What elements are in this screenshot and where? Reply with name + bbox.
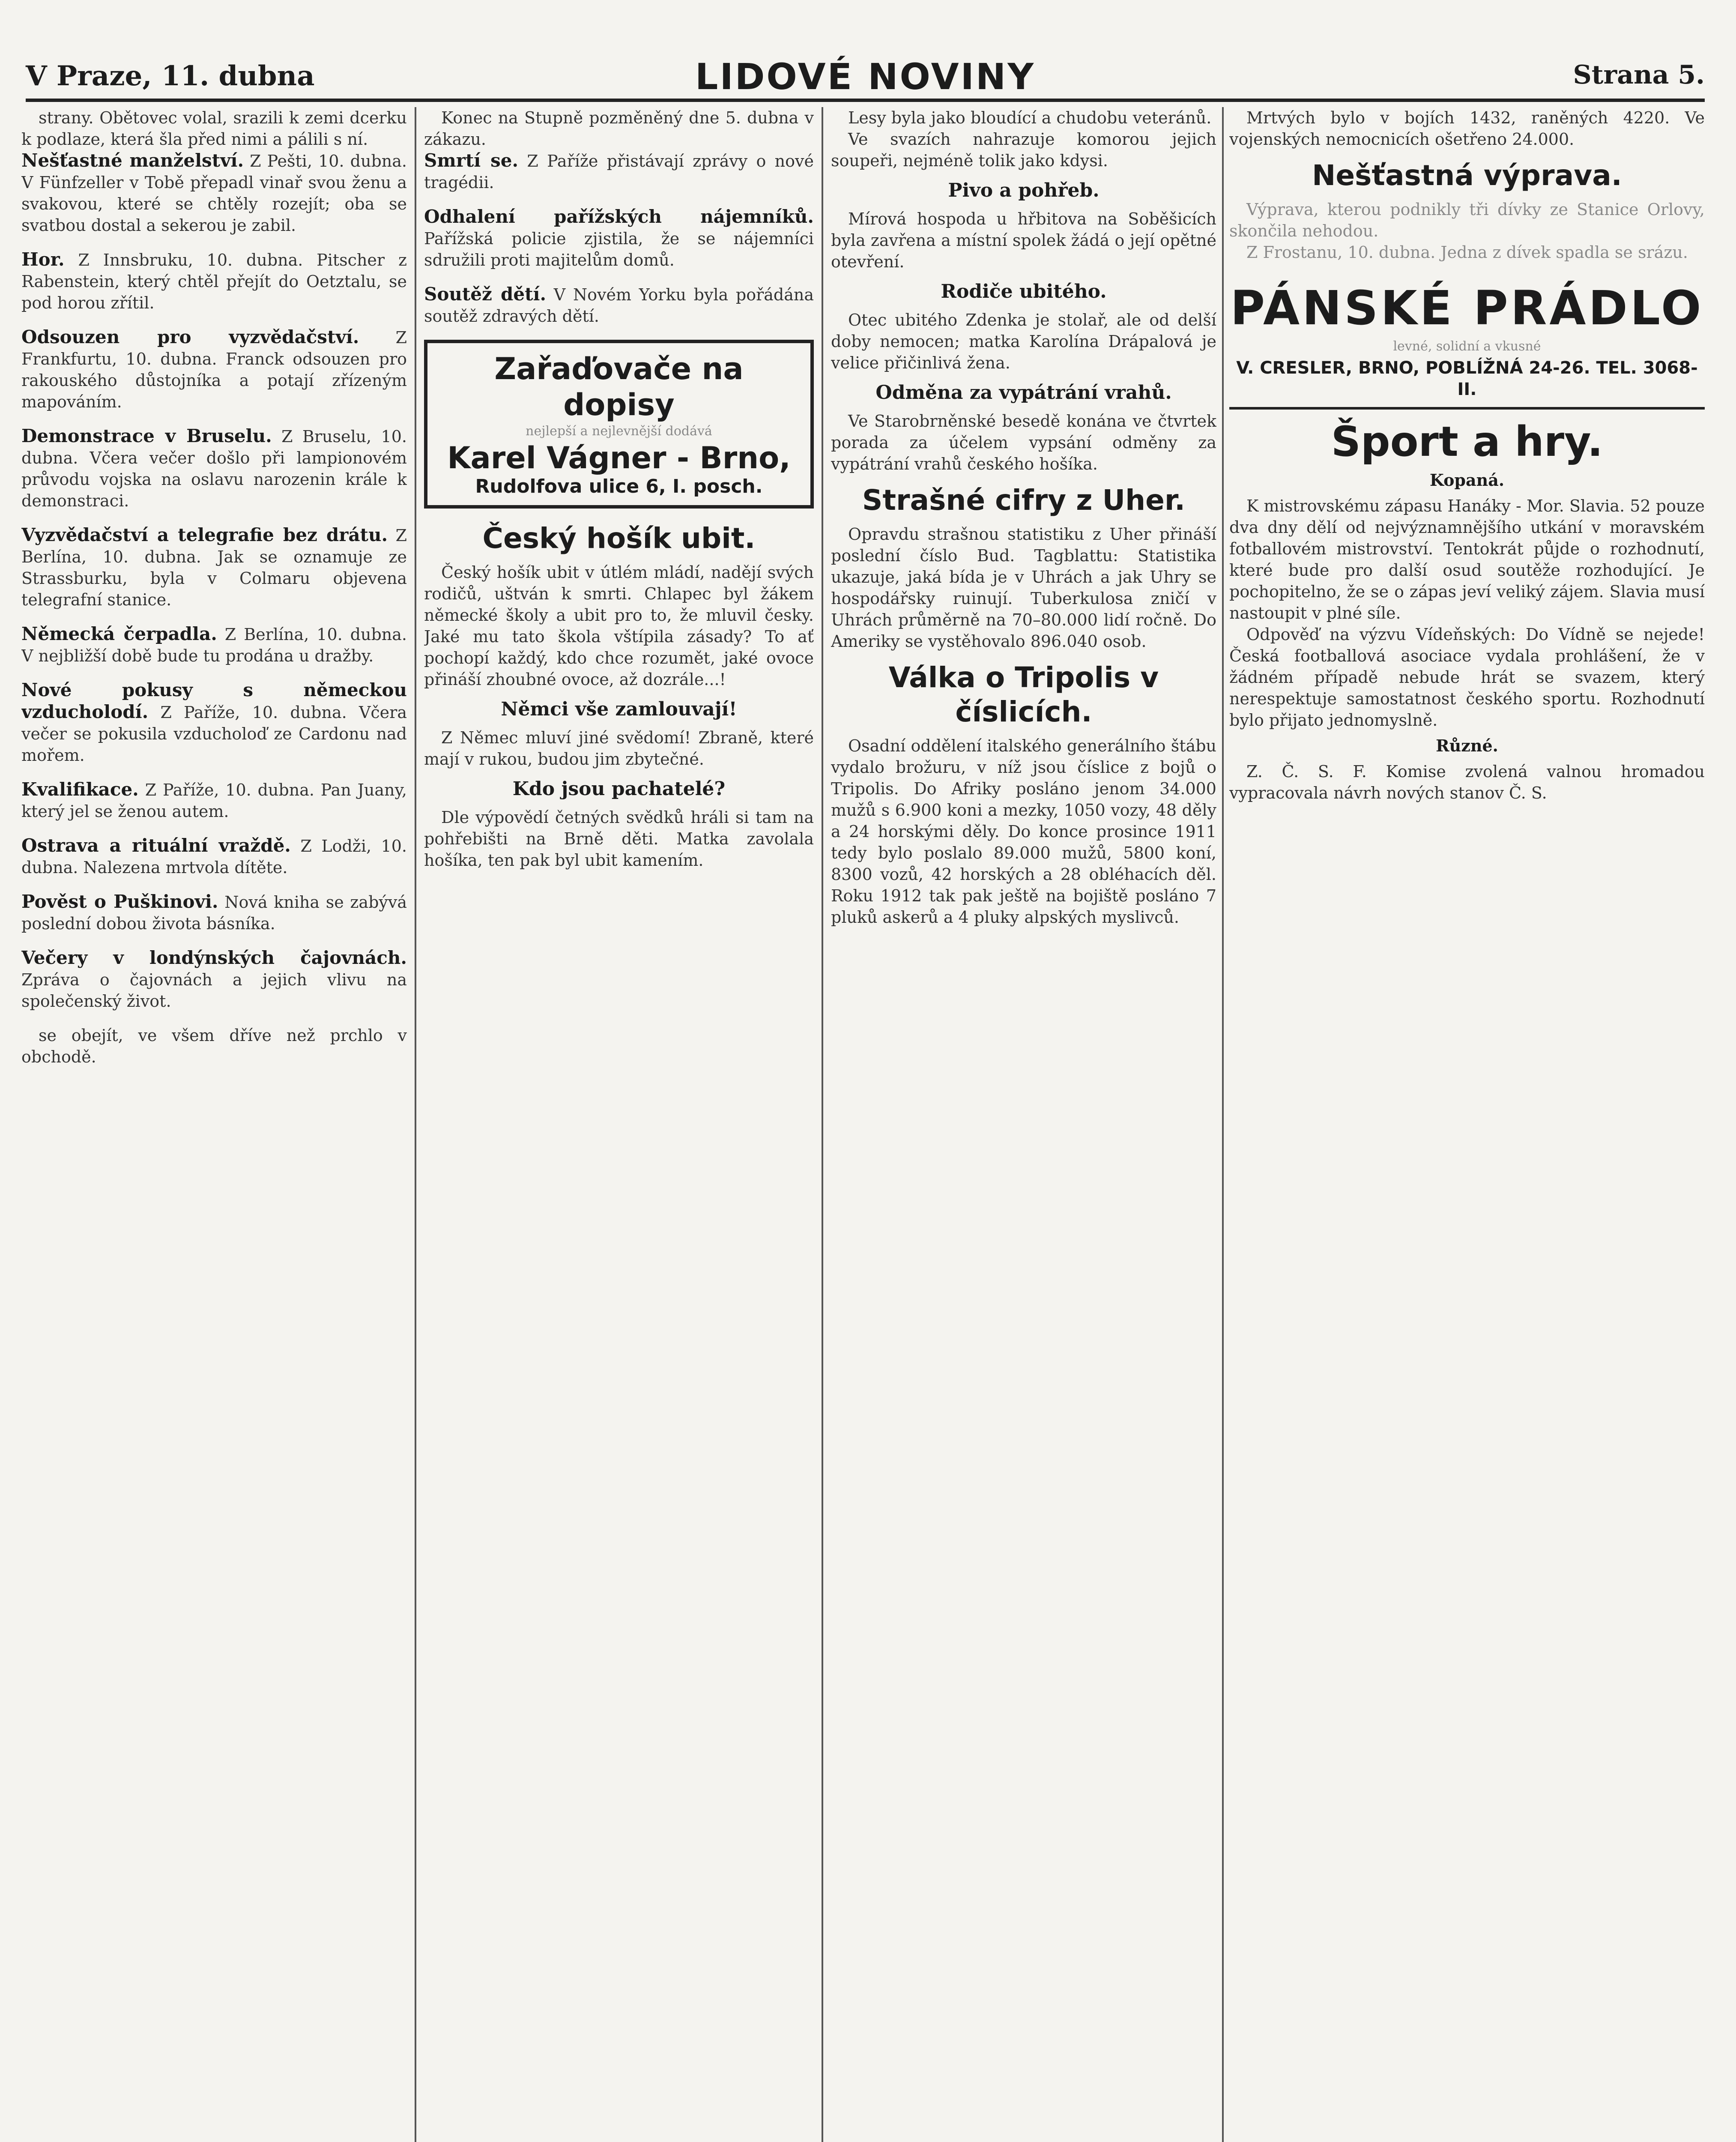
article <box>21 779 407 822</box>
page-number: Strana 5. <box>1573 60 1705 90</box>
article-body: Z Paříže přistávají zprávy o nové tragédii. <box>424 152 814 192</box>
article-text: Mírová hospoda u hřbitova na Soběšicích byla zavřena a místní spolek žádá o její opětné otevření. <box>831 209 1216 271</box>
article-body: Z Frankfurtu, 10. dubna. Franck odsouzen pro rakouského důstojníka a potají zřízeným mapováním. <box>21 328 407 411</box>
article-title: Nové pokusy s německou vzducholodí. <box>21 679 407 722</box>
column-1 <box>21 107 407 2142</box>
article <box>21 249 407 314</box>
ad-subtitle: levné, solidní a vkusné <box>1393 339 1541 354</box>
article-body: Z Paříže, 10. dubna. Včera večer se pokusila vzducholoď ze Cardonu nad mořem. <box>21 703 407 765</box>
ad-headline: PÁNSKÉ PRÁDLO <box>1230 281 1704 335</box>
column-rule <box>415 107 416 2142</box>
article-title: Německá čerpadla. <box>21 623 217 644</box>
article-text: Z Němec mluví jiné svědomí! Zbraně, které mají v rukou, budou jim zbytečné. <box>424 728 814 769</box>
article-title: Kvalifikace. <box>21 779 139 800</box>
ad-company: Karel Vágner - Brno, <box>447 440 791 476</box>
masthead <box>26 47 1705 102</box>
article-title: Odhalení pařížských nájemníků. <box>424 206 814 227</box>
ad-title: Zařaďovače na dopisy <box>494 351 744 422</box>
article-text: strany. Obětovec volal, srazili k zemi dcerku k podlaze, která šla před nimi a pálili s ní. <box>21 108 407 149</box>
article-body: Z Lodži, 10. dubna. Nalezena mrtvola dítěte. <box>21 837 407 877</box>
newspaper-name: LIDOVÉ NOVINY <box>695 56 1036 98</box>
article-text: Ve svazích nahrazuje komorou jejich soupeři, nejméně tolik jako kdysi. <box>831 130 1216 170</box>
column-3 <box>831 107 1216 2142</box>
article-body: Z Paříže, 10. dubna. Pan Juany, který jel se ženou autem. <box>21 781 407 821</box>
article-list <box>21 150 407 1012</box>
article-text: Výprava, kterou podnikly tři dívky ze Stanice Orlovy, skončila nehodou. <box>1229 200 1705 240</box>
article <box>21 679 407 766</box>
article-body: Zpráva o čajovnách a jejich vlivu na společenský život. <box>21 970 407 1011</box>
article-body: Z Berlína, 10. dubna. Jak se oznamuje ze Strassburku, byla v Colmaru objevena telegrafní stanice. <box>21 526 407 609</box>
article-text: Z Frostanu, 10. dubna. Jedna z dívek spadla se srázu. <box>1246 243 1688 262</box>
article-subheadline: Rodiče ubitého. <box>941 281 1107 302</box>
article-title: Pověst o Puškinovi. <box>21 891 218 912</box>
article-headline: Válka o Tripolis v číslicích. <box>888 661 1159 728</box>
article-title: Ostrava a rituální vraždě. <box>21 835 291 856</box>
column-rule <box>1222 107 1224 2142</box>
article-text: Odpověď na výzvu Vídeňských: Do Vídně se nejede! Česká footballová asociace vydala prohlášení, že v žádném případě nebude hrát se svazem, který nerespektuje samostatnost českého sportu. Rozhodnutí bylo přijato jednomyslně. <box>1229 625 1705 730</box>
article-title: Vyzvědačství a telegrafie bez drátu. <box>21 524 388 545</box>
article-headline: Český hošík ubit. <box>482 522 756 555</box>
section-subtitle: Různé. <box>1436 736 1498 755</box>
article <box>21 524 407 610</box>
article-title: Hor. <box>21 249 65 270</box>
article-body: Pařížská policie zjistila, že se nájemníci sdružili proti majitelům domů. <box>424 229 814 269</box>
article-headline: Strašné cifry z Uher. <box>862 484 1186 517</box>
article-text: Opravdu strašnou statistiku z Uher přináší poslední číslo Bud. Tagblattu: Statistika ukazuje, jaká bída je v Uhrách a jak Uhry se hospodářsky ruinují. Tuberkulosa zničí v Uhrách průměrně na 70–80.000 lidí ročně. Do Ameriky se vystěhovalo 896.040 osob. <box>831 525 1216 651</box>
article-title: Večery v londýnských čajovnách. <box>21 947 407 968</box>
article-text: Český hošík ubit v útlém mládí, nadějí svých rodičů, uštván k smrti. Chlapec byl žákem německé školy a ubit pro to, že mluvil česky. Jaké mu tato škola vštípila zásady? To ať pochopí každý, kdo chce rozumět, jaké ovoce přináší zhoubné ovoce, až dozrále...! <box>424 563 814 689</box>
article-text: K mistrovskému zápasu Hanáky - Mor. Slavia. 52 pouze dva dny dělí od nejvýznamnějšího utkání v moravském fotballovém mistrovství. Tentokrát půjde o rozhodnutí, které bude pro další osud soutěže rozhodující. Je pochopitelno, že se o zápas jeví veliký zájem. Slavia musí nastoupit v plné síle. <box>1229 497 1705 622</box>
article-body: V Novém Yorku byla pořádána soutěž zdravých dětí. <box>424 285 814 326</box>
article-text: Z. Č. S. F. Komise zvolená valnou hromadou vypracovala návrh nových stanov Č. S. <box>1229 762 1705 802</box>
ad-subtitle: nejlepší a nejlevnější dodává <box>526 424 712 439</box>
column-4 <box>1229 107 1705 2142</box>
article-body: Z Bruselu, 10. dubna. Včera večer došlo při lampionovém průvodu vojska na oslavu narozenin krále k demonstraci. <box>21 427 407 510</box>
article-text: Mrtvých bylo v bojích 1432, raněných 4220. Ve vojenských nemocnicích ošetřeno 24.000. <box>1229 108 1705 149</box>
article-title: Soutěž dětí. <box>424 284 547 305</box>
article <box>21 623 407 667</box>
article <box>424 150 814 193</box>
article-text: Otec ubitého Zdenka je stolař, ale od delší doby nemocen; matka Karolína Drápalová je velice přičinlivá žena. <box>831 311 1216 372</box>
article-headline: Nešťastná výprava. <box>1312 159 1622 192</box>
article <box>21 891 407 934</box>
article-text: Osadní oddělení italského generálního štábu vydalo brožuru, v níž jsou číslice z bojů o Tripolis. Do Afriky posláno jenom 34.000 mužů s 6.900 koni a mezky, 1050 vozy, 48 děly a 24 horskými děly. Do konce prosince 1911 tedy bylo poslalo 89.000 mužů, 5800 koní, 8300 vozů, 42 horských a 28 obléhacích děl. Roku 1912 tak pak ještě na bojiště posláno 7 pluků askerů a 4 pluky alpských myslivců. <box>831 736 1216 927</box>
article-text: se obejít, ve všem dříve než prchlo v obchodě. <box>21 1026 407 1066</box>
article-body: Z Innsbruku, 10. dubna. Pitscher z Rabenstein, který chtěl přejít do Oetztalu, se pod horou zřítil. <box>21 251 407 312</box>
article-text: Ve Starobrněnské besedě konána ve čtvrtek porada za účelem vypsání odměny za vypátrání vrahů českého hošíka. <box>831 412 1216 473</box>
article <box>21 947 407 1012</box>
article-subheadline: Kdo jsou pachatelé? <box>512 778 726 800</box>
ad-address: Rudolfova ulice 6, I. posch. <box>475 476 763 497</box>
article <box>21 326 407 413</box>
article-body: Z Berlína, 10. dubna. V nejbližší době bude tu prodána u dražby. <box>21 625 407 665</box>
article-subheadline: Odměna za vypátrání vrahů. <box>875 382 1172 404</box>
article-body: Nová kniha se zabývá poslední dobou života básníka. <box>21 893 407 933</box>
article-subheadline: Pivo a pohřeb. <box>948 179 1100 201</box>
article-text: Lesy byla jako bloudící a chudobu veteránů. <box>848 108 1212 127</box>
article <box>21 150 407 236</box>
article <box>21 425 407 512</box>
article-text: Dle výpovědí četných svědků hráli si tam na pohřebišti na Brně děti. Matka zavolala hošíka, ten pak byl ubit kamením. <box>424 808 814 870</box>
column-rule <box>822 107 823 2142</box>
section-title: Šport a hry. <box>1331 418 1603 466</box>
article <box>424 206 814 271</box>
ad-address: V. CRESLER, BRNO, POBLÍŽNÁ 24-26. TEL. 3068-II. <box>1229 357 1705 410</box>
article-text: Konec na Stupně pozměněný dne 5. dubna v zákazu. <box>424 108 814 149</box>
header-date: V Praze, 11. dubna <box>26 60 315 92</box>
article-list <box>424 150 814 327</box>
advertisement <box>424 340 814 509</box>
article-title: Smrtí se. <box>424 150 519 171</box>
article-body: Z Pešti, 10. dubna. V Fünfzeller v Tobě přepadl vinař svou ženu a svakovou, které se chtěly rozejít; oba se svatbou dostal a sekerou je zabil. <box>21 152 407 235</box>
column-2 <box>424 107 814 2142</box>
article-title: Nešťastné manželství. <box>21 150 244 171</box>
section-subtitle: Kopaná. <box>1429 470 1505 490</box>
article <box>21 835 407 878</box>
article <box>424 284 814 327</box>
article-title: Odsouzen pro vyzvědačství. <box>21 326 359 347</box>
article-subheadline: Němci vše zamlouvají! <box>501 698 737 720</box>
article-title: Demonstrace v Bruselu. <box>21 425 272 446</box>
